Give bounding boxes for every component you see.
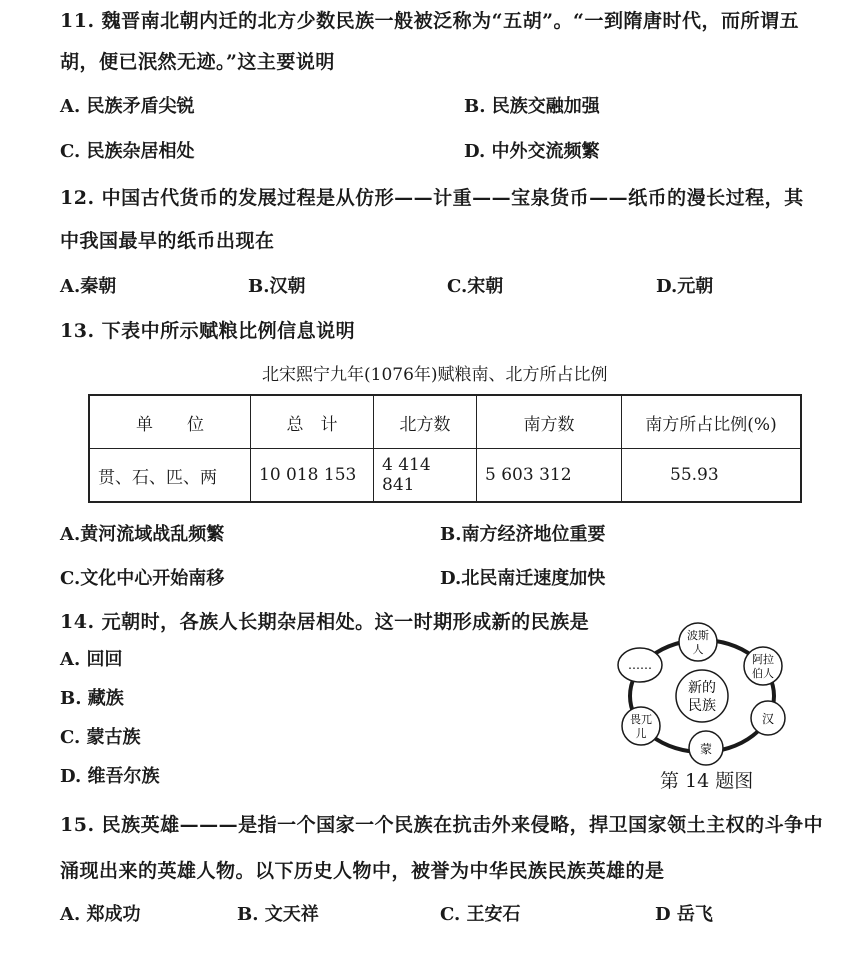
q13-option-d: D.北民南迁速度加快	[440, 568, 606, 589]
q15-stem-line1: 15. 民族英雄———是指一个国家一个民族在抗击外来侵略，捍卫国家领土主权的斗争中	[60, 814, 824, 836]
q13-option-c: C.文化中心开始南移	[60, 568, 225, 589]
header-north: 北方数	[374, 395, 477, 449]
q11-stem-line1: 11. 魏晋南北朝内迁的北方少数民族一般被泛称为“五胡”。“一到隋唐时代，而所谓五	[60, 10, 799, 32]
q15-stem-line2: 涌现出来的英雄人物。以下历史人物中，被誉为中华民族民族英雄的是	[60, 860, 665, 882]
header-unit: 单 位	[89, 395, 251, 449]
diagram-node-arab-label-1: 阿拉	[752, 653, 774, 666]
cell-south: 5 603 312	[477, 449, 622, 503]
q13-table-title: 北宋熙宁九年(1076年)赋粮南、北方所占比例	[262, 365, 608, 385]
q15-option-d: D 岳飞	[655, 904, 713, 925]
q12-option-a: A.秦朝	[60, 276, 117, 297]
diagram-node-uyghur-label-1: 畏兀	[630, 713, 652, 726]
q11-option-d: D. 中外交流频繁	[464, 141, 600, 162]
q15-option-c: C. 王安石	[440, 904, 521, 925]
cell-total: 10 018 153	[251, 449, 374, 503]
q14-option-b: B. 藏族	[60, 688, 124, 709]
q15-option-a: A. 郑成功	[60, 904, 141, 925]
q11-option-b: B. 民族交融加强	[464, 96, 600, 117]
q12-option-c: C.宋朝	[447, 276, 504, 297]
q14-stem: 14. 元朝时，各族人长期杂居相处。这一时期形成新的民族是	[60, 611, 590, 633]
table-row	[89, 449, 801, 503]
q12-option-d: D.元朝	[656, 276, 714, 297]
header-south-ratio: 南方所占比例(%)	[622, 395, 802, 449]
diagram-node-uyghur-label-2: 儿	[635, 727, 647, 740]
diagram-node-arab-label-2: 伯人	[752, 667, 774, 680]
header-total: 总 计	[251, 395, 374, 449]
table-header-row	[89, 395, 801, 449]
q11-stem-line2: 胡，便已泯然无迹。”这主要说明	[60, 51, 335, 73]
q11-option-c: C. 民族杂居相处	[60, 141, 195, 162]
cell-unit: 贯、石、匹、两	[89, 449, 251, 503]
q12-stem-line1: 12. 中国古代货币的发展过程是从仿形——计重——宝泉货币——纸币的漫长过程，其	[60, 187, 804, 209]
q13-stem: 13. 下表中所示赋粮比例信息说明	[60, 320, 356, 342]
q14-ethnic-diagram	[610, 620, 800, 768]
q12-stem-line2: 中我国最早的纸币出现在	[60, 230, 275, 252]
cell-south-ratio: 55.93	[622, 449, 802, 503]
q15-option-b: B. 文天祥	[237, 904, 319, 925]
cell-north: 4 414 841	[374, 449, 477, 503]
diagram-center-circle	[676, 670, 728, 722]
q14-option-a: A. 回回	[60, 649, 123, 670]
diagram-node-persian-label-2: 人	[692, 643, 704, 656]
q13-option-b: B.南方经济地位重要	[440, 524, 606, 545]
q12-option-b: B.汉朝	[248, 276, 306, 297]
q14-option-c: C. 蒙古族	[60, 727, 141, 748]
q13-option-a: A.黄河流域战乱频繁	[60, 524, 225, 545]
diagram-node-persian-label-1: 波斯	[687, 629, 709, 642]
q14-option-d: D. 维吾尔族	[60, 766, 160, 787]
header-south: 南方数	[477, 395, 622, 449]
diagram-center-label-1: 新的	[688, 680, 716, 696]
q13-data-table	[88, 394, 802, 503]
q14-figure-caption: 第 14 题图	[660, 770, 754, 792]
diagram-node-han-label: 汉	[761, 712, 775, 726]
diagram-center-label-2: 民族	[688, 698, 716, 714]
q11-option-a: A. 民族矛盾尖锐	[60, 96, 195, 117]
diagram-node-others-label: ……	[628, 658, 652, 672]
diagram-node-mongol-label: 蒙	[699, 742, 713, 756]
